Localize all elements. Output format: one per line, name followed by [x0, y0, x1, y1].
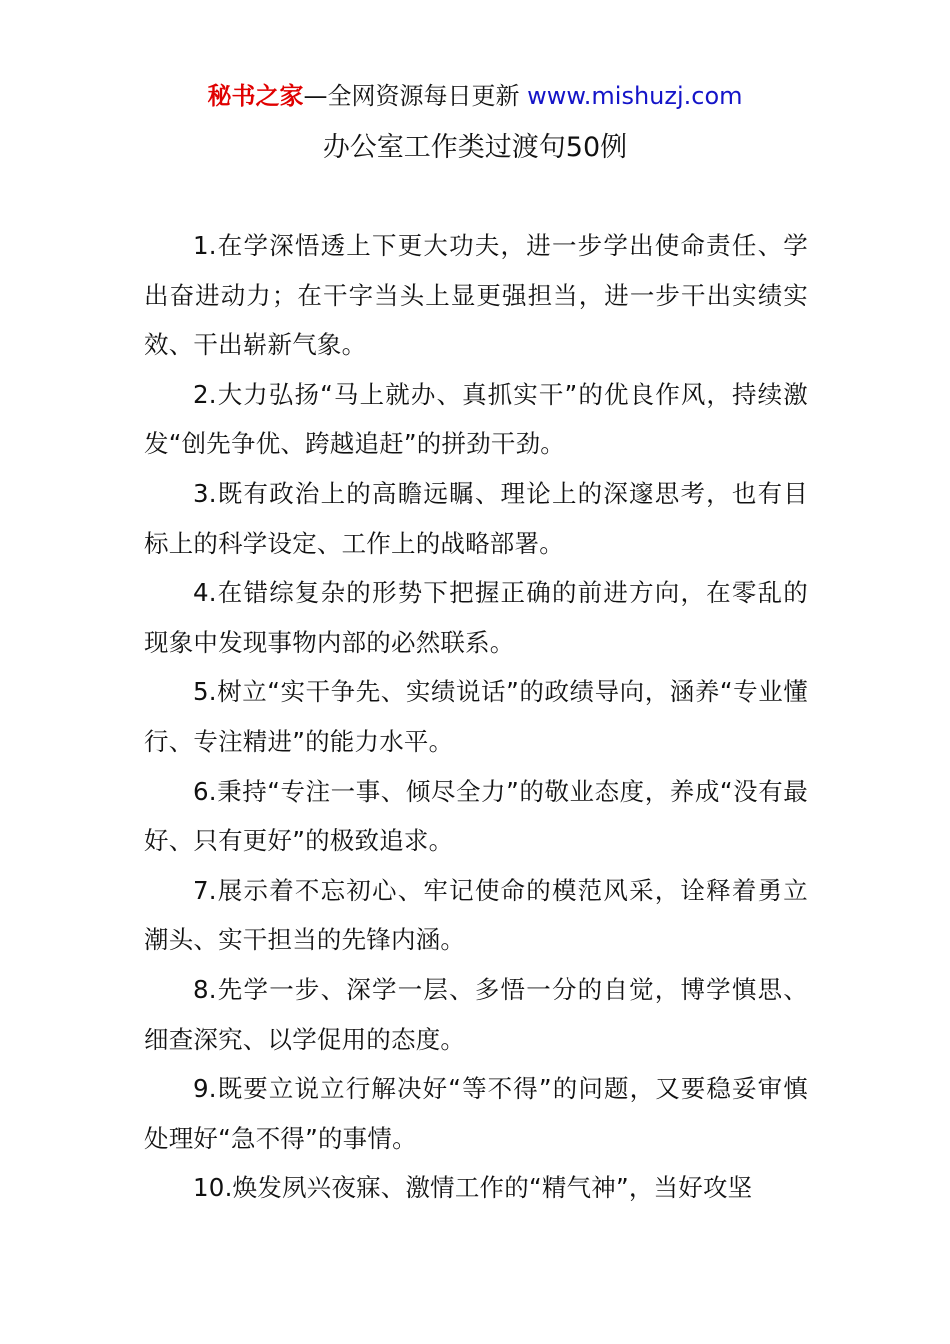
paragraph: 2.大力弘扬“马上就办、真抓实干”的优良作风，持续激发“创先争优、跨越追赶”的拼劲干劲。	[144, 379, 808, 459]
paragraph: 4.在错综复杂的形势下把握正确的前进方向，在零乱的现象中发现事物内部的必然联系。	[144, 578, 808, 657]
paragraph: 6.秉持“专注一事、倾尽全力”的敬业态度，养成“没有最好、只有更好”的极致追求。	[144, 776, 808, 856]
site-header	[0, 80, 950, 112]
header-tagline: —全网资源每日更新	[303, 82, 528, 110]
paragraph: 1.在学深悟透上下更大功夫，进一步学出使命责任、学出奋进动力；在干字当头上显更强担当，进一步干出实绩实效、干出崭新气象。	[144, 231, 808, 360]
paragraph: 8.先学一步、深学一层、多悟一分的自觉，博学慎思、细查深究、以学促用的态度。	[144, 974, 808, 1054]
brand-name: 秘书之家	[207, 82, 304, 110]
paragraph: 7.展示着不忘初心、牢记使命的模范风采，诠释着勇立潮头、实干担当的先锋内涵。	[144, 875, 808, 955]
document-title: 办公室工作类过渡句50例	[322, 132, 628, 163]
paragraph: 9.既要立说立行解决好“等不得”的问题，又要稳妥审慎处理好“急不得”的事情。	[144, 1074, 808, 1153]
paragraph: 3.既有政治上的高瞻远瞩、理论上的深邃思考，也有目标上的科学设定、工作上的战略部署。	[144, 478, 808, 558]
site-url-link[interactable]: www.mishuzj.com	[527, 82, 743, 110]
paragraph: 10.焕发夙兴夜寐、激情工作的“精气神”，当好攻坚	[193, 1173, 753, 1203]
paragraph: 5.树立“实干争先、实绩说话”的政绩导向，涵养“专业懂行、专注精进”的能力水平。	[144, 677, 808, 756]
document-body	[144, 221, 808, 1213]
